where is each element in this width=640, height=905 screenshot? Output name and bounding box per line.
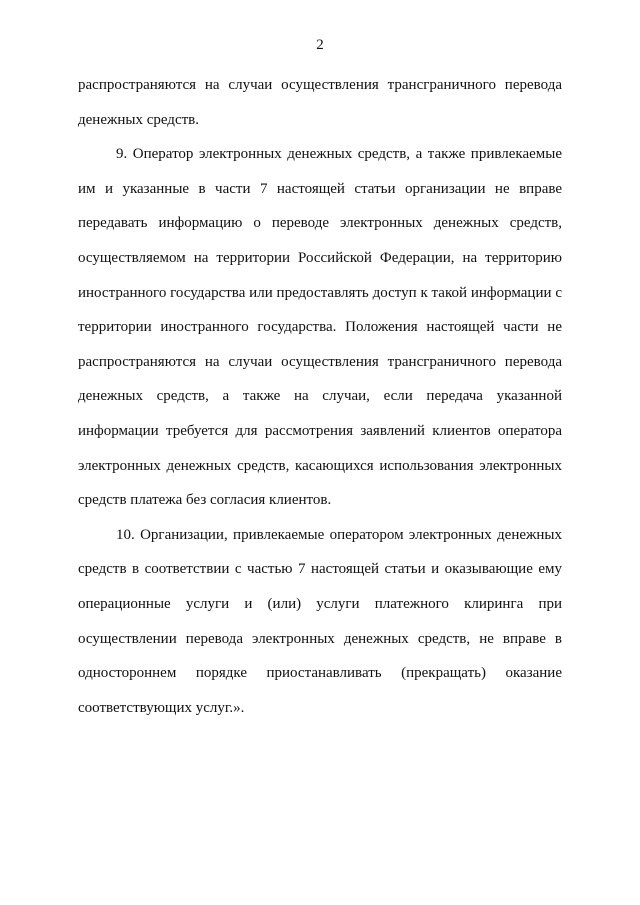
text-line: информации требуется для рассмотрения заявлений клиентов оператора — [78, 422, 562, 439]
text-line: 9. Оператор электронных денежных средств, а также привлекаемые — [116, 146, 562, 163]
paragraph-continuation — [78, 72, 562, 141]
text-line: распространяются на случаи осуществления трансграничного перевода — [78, 353, 562, 370]
paragraph-item-10 — [78, 522, 562, 730]
text-line: электронных денежных средств, касающихся использования электронных — [78, 457, 562, 474]
page-number: 2 — [316, 37, 324, 53]
text-line: денежных средств, а также на случаи, если передача указанной — [78, 388, 562, 405]
text-line: соответствующих услуг.». — [78, 699, 245, 716]
text-line: им и указанные в части 7 настоящей статьи организации не вправе — [78, 180, 562, 197]
text-line: иностранного государства или предоставлять доступ к такой информации с — [78, 284, 562, 301]
text-line: средств в соответствии с частью 7 настоящей статьи и оказывающие ему — [78, 561, 562, 578]
text-line: денежных средств. — [78, 111, 199, 128]
text-line: 10. Организации, привлекаемые оператором электронных денежных — [116, 526, 562, 543]
document-body — [78, 72, 562, 729]
text-line: осуществлении перевода электронных денежных средств, не вправе в — [78, 630, 562, 647]
text-line: распространяются на случаи осуществления трансграничного перевода — [78, 77, 562, 93]
text-line: передавать информацию о переводе электронных денежных средств, — [78, 215, 562, 232]
text-line: осуществляемом на территории Российской Федерации, на территорию — [78, 249, 562, 266]
text-line: операционные услуги и (или) услуги платежного клиринга при — [78, 595, 562, 612]
text-line: территории иностранного государства. Положения настоящей части не — [78, 319, 562, 336]
text-line: средств платежа без согласия клиентов. — [78, 492, 332, 509]
paragraph-item-9 — [78, 141, 562, 522]
text-line: одностороннем порядке приостанавливать (прекращать) оказание — [78, 665, 562, 682]
